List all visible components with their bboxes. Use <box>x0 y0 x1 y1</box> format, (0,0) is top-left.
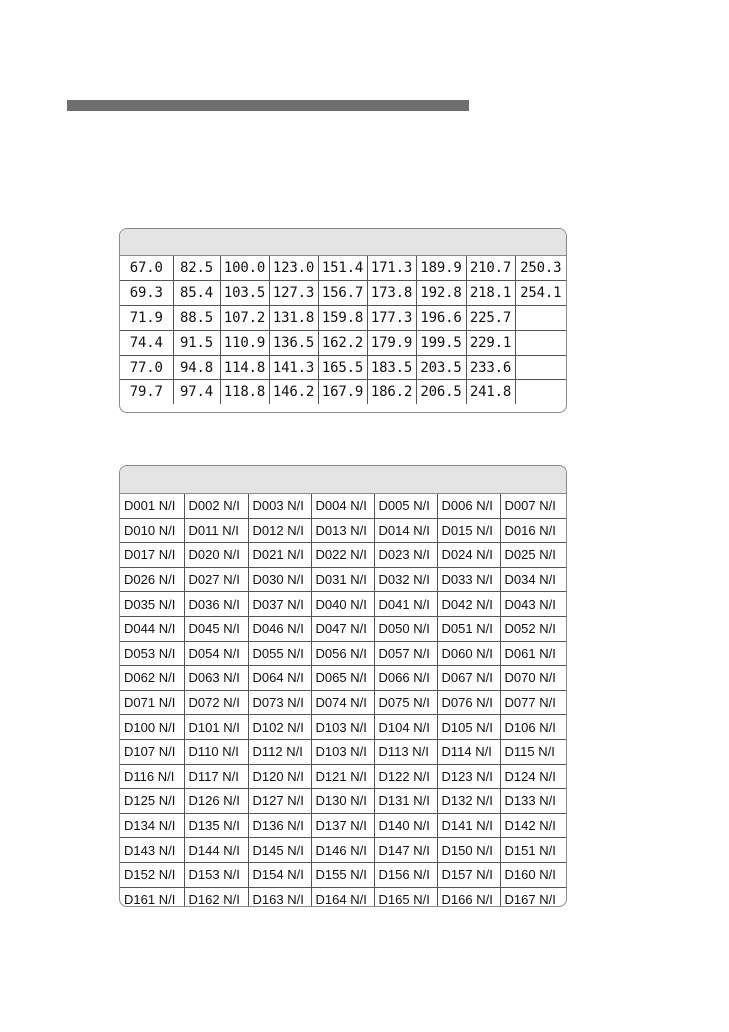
dcs-table-header <box>120 466 566 494</box>
dcs-code-cell: D052 N/I <box>500 616 566 641</box>
ctcss-tone-cell: 250.3 <box>515 256 566 280</box>
dcs-code-cell: D057 N/I <box>374 641 437 666</box>
dcs-code-cell: D073 N/I <box>248 690 311 715</box>
dcs-code-cell: D130 N/I <box>311 789 374 814</box>
dcs-code-cell: D132 N/I <box>437 789 500 814</box>
table-row <box>120 641 566 666</box>
dcs-code-cell: D017 N/I <box>120 543 184 568</box>
dcs-code-cell: D121 N/I <box>311 764 374 789</box>
table-row <box>120 887 566 907</box>
dcs-code-cell: D127 N/I <box>248 789 311 814</box>
dcs-code-cell: D061 N/I <box>500 641 566 666</box>
dcs-code-cell: D103 N/I <box>311 715 374 740</box>
dcs-code-cell: D025 N/I <box>500 543 566 568</box>
table-row <box>120 567 566 592</box>
ctcss-tone-cell: 69.3 <box>120 280 173 305</box>
dcs-code-cell: D100 N/I <box>120 715 184 740</box>
dcs-code-cell: D020 N/I <box>184 543 248 568</box>
dcs-code-cell: D010 N/I <box>120 518 184 543</box>
ctcss-tone-cell: 179.9 <box>367 330 416 355</box>
dcs-code-cell: D050 N/I <box>374 616 437 641</box>
ctcss-tone-cell: 173.8 <box>367 280 416 305</box>
dcs-code-cell: D040 N/I <box>311 592 374 617</box>
table-row <box>120 690 566 715</box>
ctcss-tone-cell: 82.5 <box>173 256 220 280</box>
ctcss-tone-cell: 210.7 <box>466 256 515 280</box>
dcs-code-cell: D143 N/I <box>120 838 184 863</box>
ctcss-tone-cell: 123.0 <box>269 256 318 280</box>
dcs-code-cell: D141 N/I <box>437 813 500 838</box>
dcs-code-cell: D045 N/I <box>184 616 248 641</box>
dcs-code-cell: D043 N/I <box>500 592 566 617</box>
ctcss-tone-cell: 206.5 <box>416 380 466 404</box>
ctcss-tone-cell: 71.9 <box>120 305 173 330</box>
table-row <box>120 616 566 641</box>
dcs-code-cell: D012 N/I <box>248 518 311 543</box>
table-row <box>120 543 566 568</box>
dcs-code-cell: D152 N/I <box>120 862 184 887</box>
ctcss-tone-cell: 110.9 <box>220 330 269 355</box>
dcs-code-cell: D117 N/I <box>184 764 248 789</box>
dcs-code-cell: D015 N/I <box>437 518 500 543</box>
table-row <box>120 280 566 305</box>
dcs-code-cell: D014 N/I <box>374 518 437 543</box>
table-row <box>120 739 566 764</box>
dcs-code-cell: D013 N/I <box>311 518 374 543</box>
dcs-code-cell: D011 N/I <box>184 518 248 543</box>
dcs-code-cell: D131 N/I <box>374 789 437 814</box>
dcs-code-cell: D074 N/I <box>311 690 374 715</box>
dcs-code-cell: D035 N/I <box>120 592 184 617</box>
table-row <box>120 764 566 789</box>
ctcss-tone-cell: 162.2 <box>318 330 367 355</box>
dcs-code-cell: D055 N/I <box>248 641 311 666</box>
ctcss-tone-cell: 103.5 <box>220 280 269 305</box>
dcs-code-cell: D054 N/I <box>184 641 248 666</box>
dcs-code-cell: D064 N/I <box>248 666 311 691</box>
ctcss-tone-cell: 192.8 <box>416 280 466 305</box>
table-row <box>120 813 566 838</box>
dcs-code-cell: D166 N/I <box>437 887 500 907</box>
ctcss-tone-table <box>120 256 566 404</box>
ctcss-tone-cell: 225.7 <box>466 305 515 330</box>
dcs-code-cell: D123 N/I <box>437 764 500 789</box>
dcs-code-cell: D072 N/I <box>184 690 248 715</box>
ctcss-tone-cell: 127.3 <box>269 280 318 305</box>
ctcss-tone-cell: 254.1 <box>515 280 566 305</box>
dcs-code-cell: D030 N/I <box>248 567 311 592</box>
dcs-code-cell: D004 N/I <box>311 494 374 518</box>
dcs-code-cell: D164 N/I <box>311 887 374 907</box>
ctcss-tone-cell <box>515 355 566 380</box>
ctcss-tone-cell: 114.8 <box>220 355 269 380</box>
dcs-code-cell: D107 N/I <box>120 739 184 764</box>
table-row <box>120 256 566 280</box>
ctcss-tone-cell: 196.6 <box>416 305 466 330</box>
dcs-code-cell: D070 N/I <box>500 666 566 691</box>
dcs-code-cell: D145 N/I <box>248 838 311 863</box>
table-row <box>120 838 566 863</box>
dcs-code-cell: D101 N/I <box>184 715 248 740</box>
dcs-code-cell: D076 N/I <box>437 690 500 715</box>
ctcss-tone-cell: 165.5 <box>318 355 367 380</box>
ctcss-tone-cell: 146.2 <box>269 380 318 404</box>
dcs-code-cell: D041 N/I <box>374 592 437 617</box>
table-row <box>120 592 566 617</box>
table-row <box>120 380 566 404</box>
table-row <box>120 862 566 887</box>
dcs-code-cell: D001 N/I <box>120 494 184 518</box>
table-row <box>120 305 566 330</box>
dcs-code-cell: D037 N/I <box>248 592 311 617</box>
ctcss-tone-cell: 77.0 <box>120 355 173 380</box>
ctcss-tone-cell: 91.5 <box>173 330 220 355</box>
table-row <box>120 330 566 355</box>
dcs-code-cell: D105 N/I <box>437 715 500 740</box>
dcs-code-cell: D137 N/I <box>311 813 374 838</box>
dcs-code-cell: D120 N/I <box>248 764 311 789</box>
dcs-code-cell: D063 N/I <box>184 666 248 691</box>
ctcss-tone-cell <box>515 330 566 355</box>
table-row <box>120 494 566 518</box>
dcs-code-cell: D066 N/I <box>374 666 437 691</box>
dcs-code-cell: D102 N/I <box>248 715 311 740</box>
ctcss-tone-cell: 94.8 <box>173 355 220 380</box>
dcs-code-cell: D062 N/I <box>120 666 184 691</box>
ctcss-tone-cell: 218.1 <box>466 280 515 305</box>
ctcss-tone-cell: 233.6 <box>466 355 515 380</box>
ctcss-tone-cell: 107.2 <box>220 305 269 330</box>
ctcss-tone-cell: 85.4 <box>173 280 220 305</box>
dcs-code-cell: D126 N/I <box>184 789 248 814</box>
dcs-code-cell: D116 N/I <box>120 764 184 789</box>
ctcss-tone-cell: 131.8 <box>269 305 318 330</box>
ctcss-tone-cell <box>515 380 566 404</box>
dcs-code-cell: D033 N/I <box>437 567 500 592</box>
ctcss-tone-cell: 183.5 <box>367 355 416 380</box>
dcs-code-cell: D122 N/I <box>374 764 437 789</box>
dcs-code-cell: D046 N/I <box>248 616 311 641</box>
ctcss-tone-cell: 159.8 <box>318 305 367 330</box>
dcs-code-cell: D146 N/I <box>311 838 374 863</box>
dcs-code-cell: D077 N/I <box>500 690 566 715</box>
table-row <box>120 715 566 740</box>
section-title-bar <box>67 100 469 111</box>
dcs-code-cell: D034 N/I <box>500 567 566 592</box>
ctcss-tone-cell: 151.4 <box>318 256 367 280</box>
table-row <box>120 518 566 543</box>
ctcss-table-header <box>120 229 566 256</box>
dcs-code-cell: D147 N/I <box>374 838 437 863</box>
dcs-code-cell: D103 N/I <box>311 739 374 764</box>
ctcss-tone-cell: 136.5 <box>269 330 318 355</box>
dcs-code-cell: D133 N/I <box>500 789 566 814</box>
dcs-code-cell: D075 N/I <box>374 690 437 715</box>
dcs-code-cell: D162 N/I <box>184 887 248 907</box>
dcs-code-cell: D115 N/I <box>500 739 566 764</box>
ctcss-tone-cell: 199.5 <box>416 330 466 355</box>
dcs-code-cell: D112 N/I <box>248 739 311 764</box>
dcs-code-cell: D160 N/I <box>500 862 566 887</box>
dcs-code-cell: D157 N/I <box>437 862 500 887</box>
dcs-code-cell: D016 N/I <box>500 518 566 543</box>
ctcss-tone-cell: 97.4 <box>173 380 220 404</box>
dcs-code-cell: D005 N/I <box>374 494 437 518</box>
dcs-code-cell: D036 N/I <box>184 592 248 617</box>
dcs-code-cell: D161 N/I <box>120 887 184 907</box>
dcs-code-cell: D104 N/I <box>374 715 437 740</box>
ctcss-tone-cell: 88.5 <box>173 305 220 330</box>
dcs-code-cell: D124 N/I <box>500 764 566 789</box>
table-row <box>120 666 566 691</box>
ctcss-tone-cell: 141.3 <box>269 355 318 380</box>
dcs-code-cell: D136 N/I <box>248 813 311 838</box>
dcs-code-cell: D144 N/I <box>184 838 248 863</box>
dcs-code-cell: D071 N/I <box>120 690 184 715</box>
dcs-code-cell: D051 N/I <box>437 616 500 641</box>
ctcss-tone-cell: 167.9 <box>318 380 367 404</box>
dcs-code-cell: D155 N/I <box>311 862 374 887</box>
ctcss-tone-cell: 186.2 <box>367 380 416 404</box>
ctcss-tone-cell: 189.9 <box>416 256 466 280</box>
dcs-code-cell: D002 N/I <box>184 494 248 518</box>
dcs-code-cell: D067 N/I <box>437 666 500 691</box>
ctcss-tone-cell: 118.8 <box>220 380 269 404</box>
ctcss-tone-cell: 79.7 <box>120 380 173 404</box>
ctcss-tone-cell: 74.4 <box>120 330 173 355</box>
dcs-code-cell: D150 N/I <box>437 838 500 863</box>
dcs-code-cell: D032 N/I <box>374 567 437 592</box>
table-row <box>120 355 566 380</box>
ctcss-tone-cell: 241.8 <box>466 380 515 404</box>
dcs-code-cell: D044 N/I <box>120 616 184 641</box>
dcs-code-cell: D165 N/I <box>374 887 437 907</box>
ctcss-tone-cell: 156.7 <box>318 280 367 305</box>
ctcss-tone-cell: 67.0 <box>120 256 173 280</box>
dcs-code-cell: D042 N/I <box>437 592 500 617</box>
dcs-code-cell: D156 N/I <box>374 862 437 887</box>
dcs-code-cell: D154 N/I <box>248 862 311 887</box>
dcs-code-cell: D125 N/I <box>120 789 184 814</box>
dcs-code-cell: D031 N/I <box>311 567 374 592</box>
dcs-code-cell: D047 N/I <box>311 616 374 641</box>
ctcss-tone-cell: 100.0 <box>220 256 269 280</box>
dcs-code-cell: D023 N/I <box>374 543 437 568</box>
dcs-code-cell: D167 N/I <box>504 891 556 907</box>
ctcss-tone-cell: 177.3 <box>367 305 416 330</box>
dcs-code-cell: D163 N/I <box>248 887 311 907</box>
dcs-code-cell: D021 N/I <box>248 543 311 568</box>
ctcss-tone-table-panel <box>119 228 567 413</box>
dcs-code-cell: D114 N/I <box>437 739 500 764</box>
dcs-code-cell: D027 N/I <box>184 567 248 592</box>
dcs-code-cell: D060 N/I <box>437 641 500 666</box>
ctcss-tone-cell: 203.5 <box>416 355 466 380</box>
dcs-code-cell: D056 N/I <box>311 641 374 666</box>
dcs-code-table-panel <box>119 465 567 907</box>
dcs-code-cell: D053 N/I <box>120 641 184 666</box>
dcs-code-cell: D026 N/I <box>120 567 184 592</box>
dcs-code-cell: D134 N/I <box>120 813 184 838</box>
ctcss-tone-cell <box>515 305 566 330</box>
dcs-code-cell: D106 N/I <box>500 715 566 740</box>
dcs-code-cell: D022 N/I <box>311 543 374 568</box>
dcs-code-cell: D024 N/I <box>437 543 500 568</box>
dcs-code-cell: D135 N/I <box>184 813 248 838</box>
ctcss-tone-cell: 171.3 <box>367 256 416 280</box>
table-row <box>120 789 566 814</box>
dcs-code-cell: D110 N/I <box>184 739 248 764</box>
dcs-code-table <box>120 494 566 907</box>
dcs-code-cell: D142 N/I <box>500 813 566 838</box>
dcs-code-cell: D065 N/I <box>311 666 374 691</box>
dcs-code-cell: D153 N/I <box>184 862 248 887</box>
dcs-code-cell: D003 N/I <box>248 494 311 518</box>
dcs-code-cell: D151 N/I <box>500 838 566 863</box>
dcs-code-cell: D113 N/I <box>374 739 437 764</box>
dcs-code-cell: D007 N/I <box>500 494 566 518</box>
dcs-code-cell: D006 N/I <box>437 494 500 518</box>
ctcss-tone-cell: 229.1 <box>466 330 515 355</box>
dcs-code-cell: D140 N/I <box>374 813 437 838</box>
